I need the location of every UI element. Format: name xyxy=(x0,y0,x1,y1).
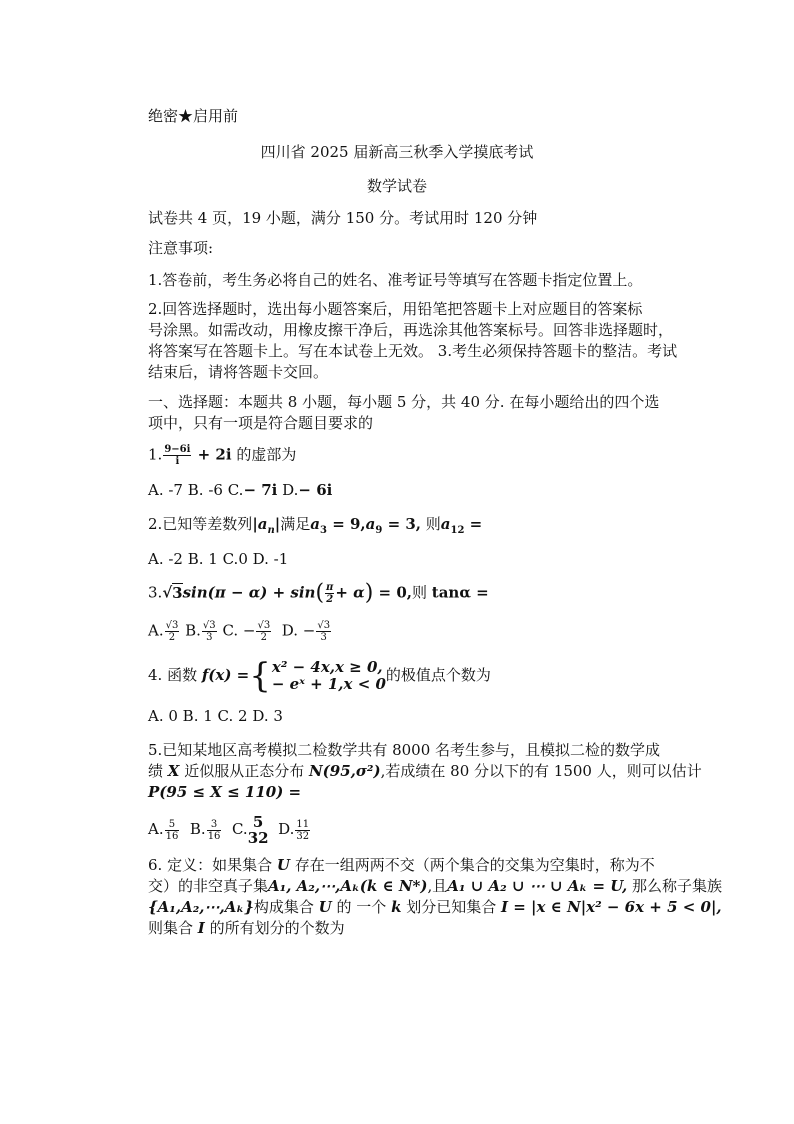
q1-option-c-value: − 7i xyxy=(243,481,278,499)
q3-sqrt-value: 3 xyxy=(172,583,183,602)
question-1 xyxy=(148,444,296,467)
q2-ask-sub: 12 xyxy=(450,525,465,536)
q5-l2-n: N(95,σ²) xyxy=(308,762,381,780)
q3-d-den: 3 xyxy=(320,632,327,643)
q2-options: A. -2 B. 1 C.0 D. -1 xyxy=(148,550,289,568)
q6-l2-b: ,且 xyxy=(427,877,448,895)
q3-a-frac xyxy=(165,620,180,643)
q3-text: 则 xyxy=(411,583,432,602)
q5-line-1: 5.已知某地区高考模拟二检数学共有 8000 名考生参与，且模拟二检的数学成 xyxy=(148,741,661,759)
q3-b-frac xyxy=(202,620,217,643)
q5-d-frac xyxy=(295,819,310,842)
q4-text-1: 4. 函数 xyxy=(148,666,202,684)
q3-option-d: D. − xyxy=(281,621,316,640)
q5-b-frac xyxy=(207,819,222,842)
section1-line-2: 项中，只有一项是符合题目要求的 xyxy=(148,414,374,432)
q5-options xyxy=(148,813,311,847)
q6-l3-k: k xyxy=(391,898,402,916)
q6-l4-b: 的所有划分的个数为 xyxy=(204,919,345,937)
q4-cases xyxy=(272,659,386,693)
q3-options xyxy=(148,620,332,643)
q4-case-2: − eˣ + 1,x < 0 xyxy=(271,675,386,693)
q6-l2-m2: A₁ ∪ A₂ ∪ ⋯ ∪ Aₖ = U, xyxy=(447,877,628,895)
q6-l2-a: 交）的非空真子集 xyxy=(148,877,269,895)
q1-option-a: A. -7 xyxy=(148,481,183,499)
q5-l2-x: X xyxy=(167,762,180,780)
q3-d-num: √3 xyxy=(317,620,331,631)
q6-l1-u: U xyxy=(276,856,290,874)
q3-ask: tanα = xyxy=(431,583,489,602)
q5-a-num: 5 xyxy=(165,819,180,831)
q2-cond2-val: = 3, xyxy=(382,515,422,533)
q2-text-2: 满足 xyxy=(280,515,311,533)
note-2-line-1: 2.回答选择题时，选出每小题答案后，用铅笔把答题卡上对应题目的答案标 xyxy=(148,300,643,318)
q3-number: 3. xyxy=(148,583,163,602)
q6-l3-u: U xyxy=(318,898,332,916)
q3-sqrt-sign: √ xyxy=(162,583,173,602)
q4-fx: f(x) = xyxy=(201,666,250,684)
q2-seq: |a xyxy=(252,515,268,533)
section1-line-1: 一、选择题：本题共 8 小题，每小题 5 分，共 40 分. 在每小题给出的四个选 xyxy=(148,393,660,411)
exam-info: 试卷共 4 页，19 小题，满分 150 分。考试用时 120 分钟 xyxy=(148,209,538,227)
q1-frac-den: i xyxy=(175,456,180,467)
question-4 xyxy=(148,656,491,694)
q3-d-frac xyxy=(316,620,331,643)
q3-part3: = 0, xyxy=(373,583,412,602)
q3-c-den: 2 xyxy=(260,632,268,643)
q4-text-2: 的极值点个数为 xyxy=(385,666,491,684)
q1-option-d: D. xyxy=(282,481,299,499)
q2-seq-sub: n xyxy=(267,525,275,536)
question-3 xyxy=(148,582,489,605)
q1-option-d-value: − 6i xyxy=(298,481,333,499)
q4-options: A. 0 B. 1 C. 2 D. 3 xyxy=(148,707,283,725)
q6-l2-m1: A₁, A₂,⋯,Aₖ(k ∈ N*) xyxy=(268,877,428,895)
q5-option-c: C. xyxy=(231,820,248,838)
note-1: 1.答卷前，考生务必将自己的姓名、准考证号等填写在答题卡指定位置上。 xyxy=(148,271,643,289)
q2-cond1-val: = 9, xyxy=(326,515,366,533)
q2-cond2-sub: 9 xyxy=(375,525,383,536)
q2-ask: a xyxy=(440,515,451,533)
secret-label: 绝密★启用前 xyxy=(148,107,239,125)
exam-title: 四川省 2025 届新高三秋季入学摸底考试 xyxy=(260,143,534,161)
q6-l4-a: 则集合 xyxy=(148,919,198,937)
q3-part1: sin(π − α) + sin xyxy=(182,583,316,602)
q6-line-4 xyxy=(148,918,345,938)
q5-option-b: B. xyxy=(189,820,206,838)
q3-paren-open: ( xyxy=(315,580,325,606)
q2-cond1: a xyxy=(310,515,320,533)
q5-l2-a: 绩 xyxy=(148,762,168,780)
note-2-line-2: 号涂黑。如需改动，用橡皮擦干净后，再选涂其他答案标号。回答非选择题时， xyxy=(148,321,674,339)
q4-brace: { xyxy=(249,656,271,696)
q5-d-den: 32 xyxy=(296,830,310,842)
notes-heading: 注意事项: xyxy=(148,239,214,257)
q3-b-num: √3 xyxy=(202,620,216,631)
q5-l2-b: 近似服从正态分布 xyxy=(179,762,309,780)
q1-option-c: C. xyxy=(227,481,244,499)
q3-paren-close: ) xyxy=(364,580,374,606)
q5-b-num: 3 xyxy=(207,819,222,831)
q6-l3-m1: {A₁,A₂,⋯,Aₖ} xyxy=(148,898,254,916)
q6-l3-a: 构成集合 xyxy=(253,898,319,916)
q1-options xyxy=(148,480,332,500)
q3-part2: + α xyxy=(335,583,365,602)
q1-number: 1. xyxy=(148,445,163,464)
q1-text: 的虚部为 xyxy=(236,445,297,464)
note-2-line-4: 结束后，请将答题卡交回。 xyxy=(148,363,329,381)
note-2-line-3: 将答案写在答题卡上。写在本试卷上无效。 3.考生必须保持答题卡的整洁。考试 xyxy=(148,342,678,360)
q6-l2-c: 那么称子集族 xyxy=(627,877,722,895)
q1-option-b: B. -6 xyxy=(187,481,223,499)
q5-a-den: 16 xyxy=(165,830,179,842)
q3-a-num: √3 xyxy=(165,620,179,631)
q5-a-frac xyxy=(165,819,180,842)
q6-l3-b: 的 一个 xyxy=(331,898,392,916)
q5-line-2 xyxy=(148,761,702,781)
q6-line-1 xyxy=(148,855,655,875)
q2-text-3: 则 xyxy=(421,515,441,533)
q1-expr: + 2i xyxy=(192,445,232,464)
q3-option-a: A. xyxy=(148,621,164,640)
q5-line-3: P(95 ≤ X ≤ 110) = xyxy=(148,783,302,801)
question-2 xyxy=(148,514,482,541)
q5-b-den: 16 xyxy=(207,830,221,842)
q3-option-b: B. xyxy=(185,621,201,640)
q4-case-1: x² − 4x,x ≥ 0, xyxy=(271,658,383,676)
q3-b-den: 3 xyxy=(206,632,213,643)
q2-ask-end: = xyxy=(464,515,483,533)
q1-frac-num: 9−6i xyxy=(164,444,191,455)
q6-l3-m2: I = |x ∈ N|x² − 6x + 5 < 0|, xyxy=(501,898,722,916)
q5-option-a: A. xyxy=(148,820,164,838)
q3-frac-den: 2 xyxy=(326,594,334,605)
q5-c-den: 32 xyxy=(247,829,269,847)
q1-fraction xyxy=(163,444,191,467)
q3-c-num: √3 xyxy=(257,620,271,631)
q3-fraction xyxy=(325,582,334,605)
q3-frac-num: π xyxy=(326,582,334,593)
q5-d-num: 11 xyxy=(296,818,310,830)
q3-option-c: C. − xyxy=(222,621,256,640)
q3-c-frac xyxy=(256,620,271,643)
q5-c-num: 5 xyxy=(252,813,264,831)
q2-cond2: a xyxy=(365,515,376,533)
q5-l2-c: ,若成绩在 80 分以下的有 1500 人，则可以估计 xyxy=(380,762,702,780)
q6-l1-a: 6. 定义：如果集合 xyxy=(148,856,277,874)
q5-option-d: D. xyxy=(278,820,295,838)
q2-seq-end: | xyxy=(274,515,281,533)
q3-a-den: 2 xyxy=(168,632,176,643)
subject-title: 数学试卷 xyxy=(366,177,427,195)
q6-l1-b: 存在一组两两不交（两个集合的交集为空集时，称为不 xyxy=(289,856,655,874)
q6-line-3 xyxy=(148,897,722,917)
q6-l4-i: I xyxy=(197,919,205,937)
q6-line-2 xyxy=(148,876,722,896)
q2-text-1: 2.已知等差数列 xyxy=(148,515,253,533)
q5-c-frac xyxy=(248,814,269,846)
q6-l3-c: 划分已知集合 xyxy=(401,898,502,916)
q2-cond1-sub: 3 xyxy=(320,525,327,536)
